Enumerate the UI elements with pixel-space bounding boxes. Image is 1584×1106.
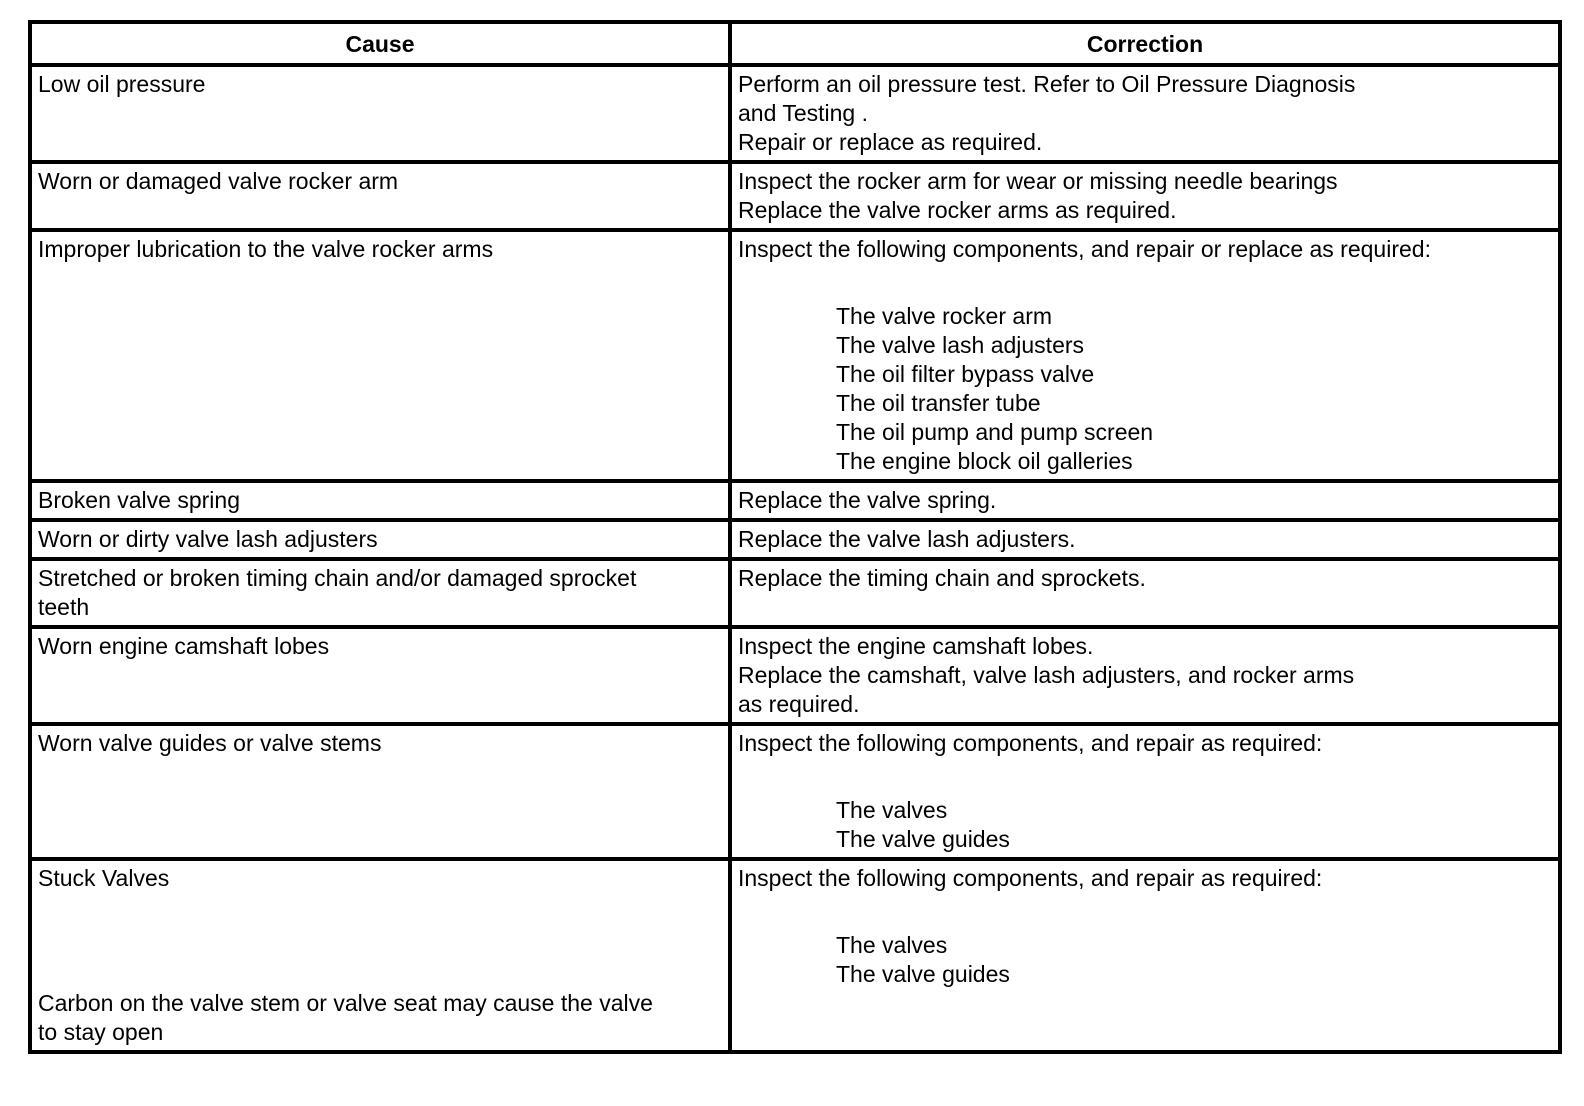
correction-intro: Inspect the following components, and repair or replace as required: — [738, 236, 1431, 262]
cause-cell — [30, 559, 730, 627]
cause-cell: Worn valve guides or valve stems — [30, 724, 730, 859]
correction-cell — [730, 230, 1560, 481]
correction-cell — [730, 162, 1560, 230]
table-row — [30, 627, 1560, 724]
table-row — [30, 520, 1560, 559]
correction-item: The valves — [836, 932, 948, 958]
correction-item: The engine block oil galleries — [836, 448, 1133, 474]
correction-intro: Inspect the following components, and repair as required: — [738, 730, 1323, 756]
table-row — [30, 162, 1560, 230]
correction-item: The valve rocker arm — [836, 303, 1053, 329]
correction-line: Replace the valve rocker arms as required. — [738, 197, 1177, 223]
cause-cell: Improper lubrication to the valve rocker arms — [30, 230, 730, 481]
correction-cell — [730, 627, 1560, 724]
table-row — [30, 559, 1560, 627]
correction-line: and Testing . — [738, 100, 869, 126]
cause-cell: Worn engine camshaft lobes — [30, 627, 730, 724]
table-row — [30, 724, 1560, 859]
cause-note-line: Carbon on the valve stem or valve seat may cause the valve — [38, 990, 653, 1016]
cause-cell: Broken valve spring — [30, 481, 730, 520]
cause-note-line: to stay open — [38, 1019, 164, 1045]
table-row — [30, 230, 1560, 481]
correction-item: The valve guides — [836, 961, 1010, 987]
correction-line: as required. — [738, 691, 860, 717]
correction-intro: Inspect the following components, and repair as required: — [738, 865, 1323, 891]
cause-line: Stretched or broken timing chain and/or damaged sprocket — [38, 565, 637, 591]
table-row — [30, 65, 1560, 162]
cause-cell: Worn or damaged valve rocker arm — [30, 162, 730, 230]
correction-line: Perform an oil pressure test. Refer to Oil Pressure Diagnosis — [738, 71, 1356, 97]
correction-cell — [730, 724, 1560, 859]
correction-item: The valve guides — [836, 826, 1010, 852]
table-header-row — [30, 22, 1560, 65]
diagnosis-table — [28, 20, 1562, 1054]
cause-cell: Worn or dirty valve lash adjusters — [30, 520, 730, 559]
cause-cell — [30, 859, 730, 1052]
header-correction: Correction — [730, 22, 1560, 65]
correction-item: The oil transfer tube — [836, 390, 1041, 416]
correction-cell: Replace the valve lash adjusters. — [730, 520, 1560, 559]
cause-line: Stuck Valves — [38, 865, 170, 891]
correction-cell: Replace the valve spring. — [730, 481, 1560, 520]
correction-line: Inspect the engine camshaft lobes. — [738, 633, 1094, 659]
table-row — [30, 859, 1560, 1052]
correction-item: The valves — [836, 797, 948, 823]
correction-cell — [730, 859, 1560, 1052]
correction-item: The oil pump and pump screen — [836, 419, 1154, 445]
correction-line: Replace the camshaft, valve lash adjusters, and rocker arms — [738, 662, 1355, 688]
correction-item: The oil filter bypass valve — [836, 361, 1095, 387]
correction-item: The valve lash adjusters — [836, 332, 1085, 358]
correction-line: Repair or replace as required. — [738, 129, 1043, 155]
cause-cell: Low oil pressure — [30, 65, 730, 162]
correction-line: Inspect the rocker arm for wear or missing needle bearings — [738, 168, 1338, 194]
header-cause: Cause — [30, 22, 730, 65]
cause-line: teeth — [38, 594, 90, 620]
correction-cell — [730, 65, 1560, 162]
correction-cell: Replace the timing chain and sprockets. — [730, 559, 1560, 627]
table-row — [30, 481, 1560, 520]
